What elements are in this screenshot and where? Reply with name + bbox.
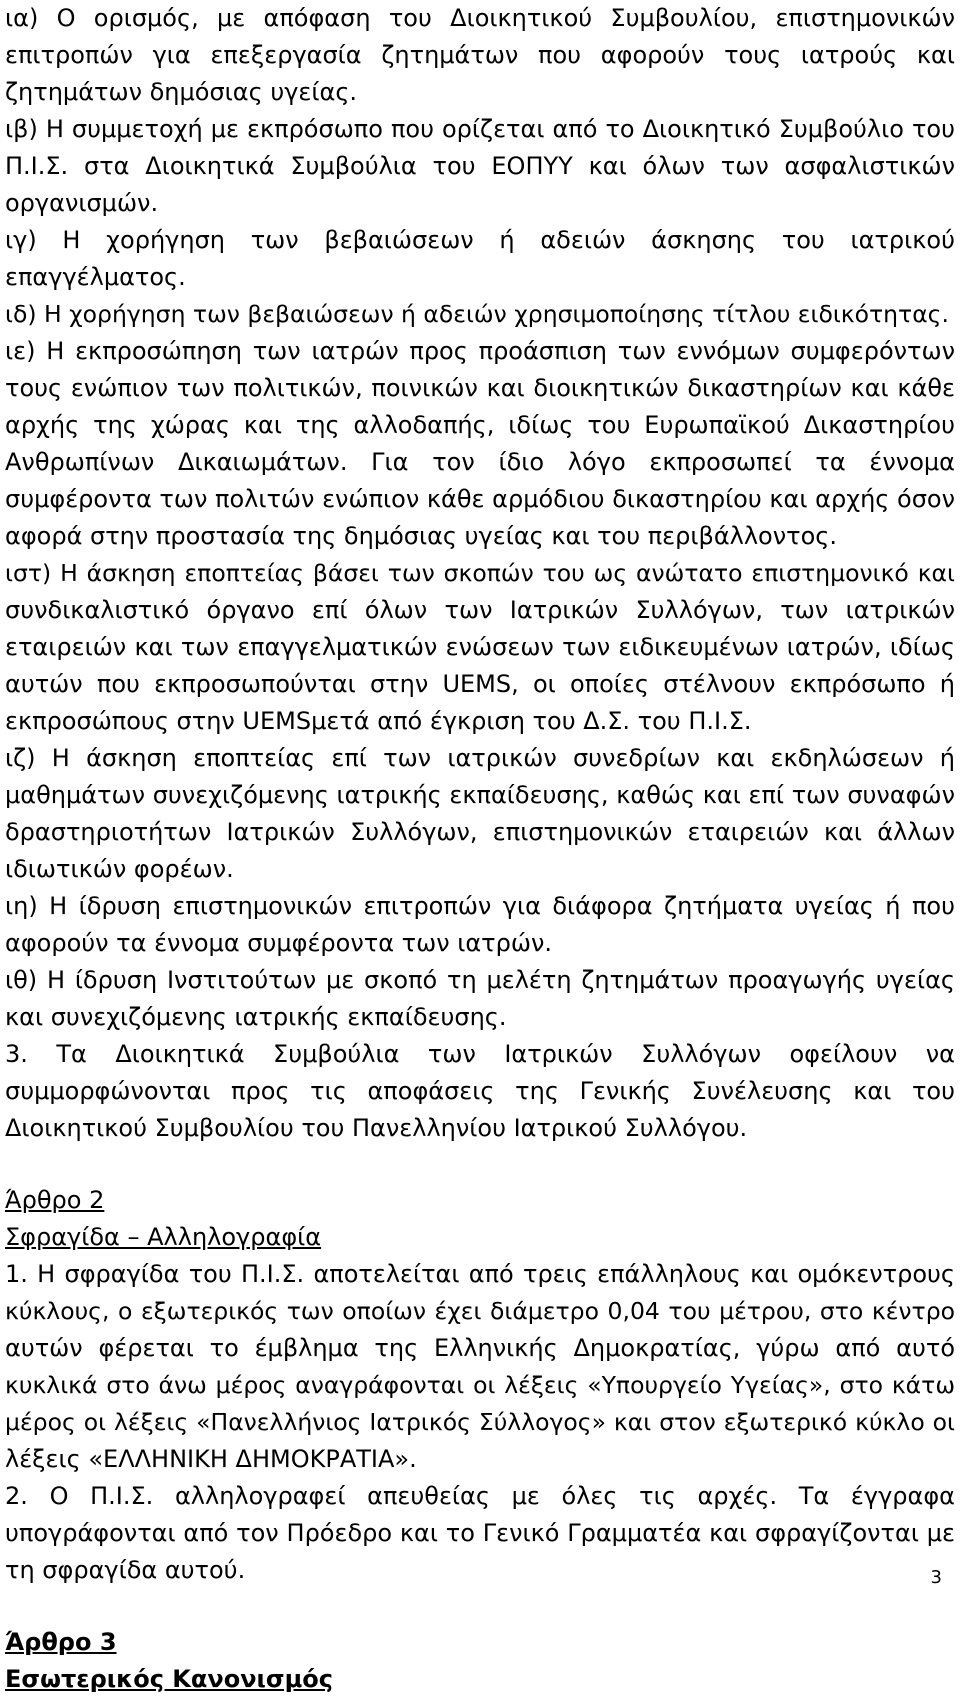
text-line: υπογράφονται από τον Πρόεδρο και το Γενικό Γραμματέα και σφραγίζονται με — [5, 1519, 955, 1547]
text-line: ιε) Η εκπροσώπηση των ιατρών προς προάσπιση των εννόμων συμφερόντων — [5, 337, 955, 365]
text-line: αυτών φέρεται το έμβλημα της Ελληνικής Δημοκρατίας, γύρω από αυτό — [5, 1334, 955, 1362]
text-line: ιζ) Η άσκηση εποπτείας επί των ιατρικών συνεδρίων και εκδηλώσεων ή — [5, 744, 955, 772]
article-heading: Άρθρο 2 — [5, 1186, 105, 1214]
article-2 — [5, 1182, 955, 1589]
article-3 — [5, 1624, 955, 1698]
spacer — [5, 1589, 955, 1624]
text-line: εταιρειών και των επαγγελματικών ενώσεων των ειδικευμένων ιατρών, ιδίως — [5, 633, 955, 661]
text-line: μαθημάτων συνεχιζόμενης ιατρικής εκπαίδευσης, καθώς και επί των συναφών — [5, 781, 955, 809]
page-number: 3 — [930, 1567, 942, 1588]
text-line: ζητημάτων δημόσιας υγείας. — [5, 78, 358, 106]
text-line: επιτροπών για επεξεργασία ζητημάτων που αφορούν τους ιατρούς και — [5, 41, 955, 69]
text-line: αυτών που εκπροσωπούνται στην UEMS, οι οποίες στέλνουν εκπρόσωπο ή — [5, 670, 955, 698]
text-line: κύκλους, ο εξωτερικός των οποίων έχει διάμετρο 0,04 του μέτρου, στο κέντρο — [5, 1297, 955, 1325]
text-line: συνδικαλιστικό όργανο επί όλων των Ιατρικών Συλλόγων, των ιατρικών — [5, 596, 955, 624]
powers-list — [5, 0, 955, 1147]
article-heading: Άρθρο 3 — [5, 1628, 117, 1656]
text-line: συμμορφώνονται προς τις αποφάσεις της Γενικής Συνέλευσης και του — [5, 1077, 955, 1105]
text-line: τη σφραγίδα αυτού. — [5, 1556, 246, 1584]
text-line: εκπροσώπους στην UEMSμετά από έγκριση του Δ.Σ. του Π.Ι.Σ. — [5, 707, 752, 735]
text-line: οργανισμών. — [5, 189, 159, 217]
text-line: αρχής της χώρας και της αλλοδαπής, ιδίως του Ευρωπαϊκού Δικαστηρίου — [5, 411, 955, 439]
document-page — [5, 0, 955, 1698]
text-line: ιθ) Η ίδρυση Ινστιτούτων με σκοπό τη μελέτη ζητημάτων προαγωγής υγείας — [5, 966, 955, 994]
text-line: 3. Τα Διοικητικά Συμβούλια των Ιατρικών Συλλόγων οφείλουν να — [5, 1040, 955, 1068]
text-line: ιβ) Η συμμετοχή με εκπρόσωπο που ορίζεται από το Διοικητικό Συμβούλιο του — [5, 115, 955, 143]
text-line: Ανθρωπίνων Δικαιωμάτων. Για τον ίδιο λόγο εκπροσωπεί τα έννομα — [5, 448, 955, 476]
text-line: 2. Ο Π.Ι.Σ. αλληλογραφεί απευθείας με όλες τις αρχές. Τα έγγραφα — [5, 1482, 955, 1510]
text-line: τους ενώπιον των πολιτικών, ποινικών και διοικητικών δικαστηρίων και κάθε — [5, 374, 955, 402]
text-line: συμφέροντα των πολιτών ενώπιον κάθε αρμόδιου δικαστηρίου και αρχής όσον — [5, 485, 955, 513]
text-line: ιγ) Η χορήγηση των βεβαιώσεων ή αδειών άσκησης του ιατρικού — [5, 226, 955, 254]
article-subheading: Εσωτερικός Κανονισμός — [5, 1665, 333, 1693]
text-line: Διοικητικού Συμβουλίου του Πανελληνίου Ιατρικού Συλλόγου. — [5, 1114, 748, 1142]
text-line: 1. Η σφραγίδα του Π.Ι.Σ. αποτελείται από τρεις επάλληλους και ομόκεντρους — [5, 1260, 955, 1288]
spacer — [5, 1147, 955, 1182]
text-line: Π.Ι.Σ. στα Διοικητικά Συμβούλια του ΕΟΠΥΥ και όλων των ασφαλιστικών — [5, 152, 955, 180]
text-line: αφορά στην προστασία της δημόσιας υγείας και του περιβάλλοντος. — [5, 522, 837, 550]
text-line: επαγγέλματος. — [5, 263, 186, 291]
text-line: ιδιωτικών φορέων. — [5, 855, 234, 883]
text-line: ια) Ο ορισμός, με απόφαση του Διοικητικού Συμβουλίου, επιστημονικών — [5, 4, 955, 32]
text-line: ιη) Η ίδρυση επιστημονικών επιτροπών για διάφορα ζητήματα υγείας ή που — [5, 892, 955, 920]
text-line: μέρος οι λέξεις «Πανελλήνιος Ιατρικός Σύλλογος» και στον εξωτερικό κύκλο οι — [5, 1408, 955, 1436]
text-line: λέξεις «ΕΛΛΗΝΙΚΗ ΔΗΜΟΚΡΑΤΙΑ». — [5, 1445, 417, 1473]
text-line: ιδ) Η χορήγηση των βεβαιώσεων ή αδειών χρησιμοποίησης τίτλου ειδικότητας. — [5, 300, 949, 328]
article-subheading: Σφραγίδα – Αλληλογραφία — [5, 1223, 322, 1251]
text-line: και συνεχιζόμενης ιατρικής εκπαίδευσης. — [5, 1003, 507, 1031]
text-line: αφορούν τα έννομα συμφέροντα των ιατρών. — [5, 929, 552, 957]
text-line: ιστ) Η άσκηση εποπτείας βάσει των σκοπών του ως ανώτατο επιστημονικό και — [5, 559, 955, 587]
text-line: δραστηριοτήτων Ιατρικών Συλλόγων, επιστημονικών εταιρειών και άλλων — [5, 818, 955, 846]
text-line: κυκλικά στο άνω μέρος αναγράφονται οι λέξεις «Υπουργείο Υγείας», στο κάτω — [5, 1371, 955, 1399]
